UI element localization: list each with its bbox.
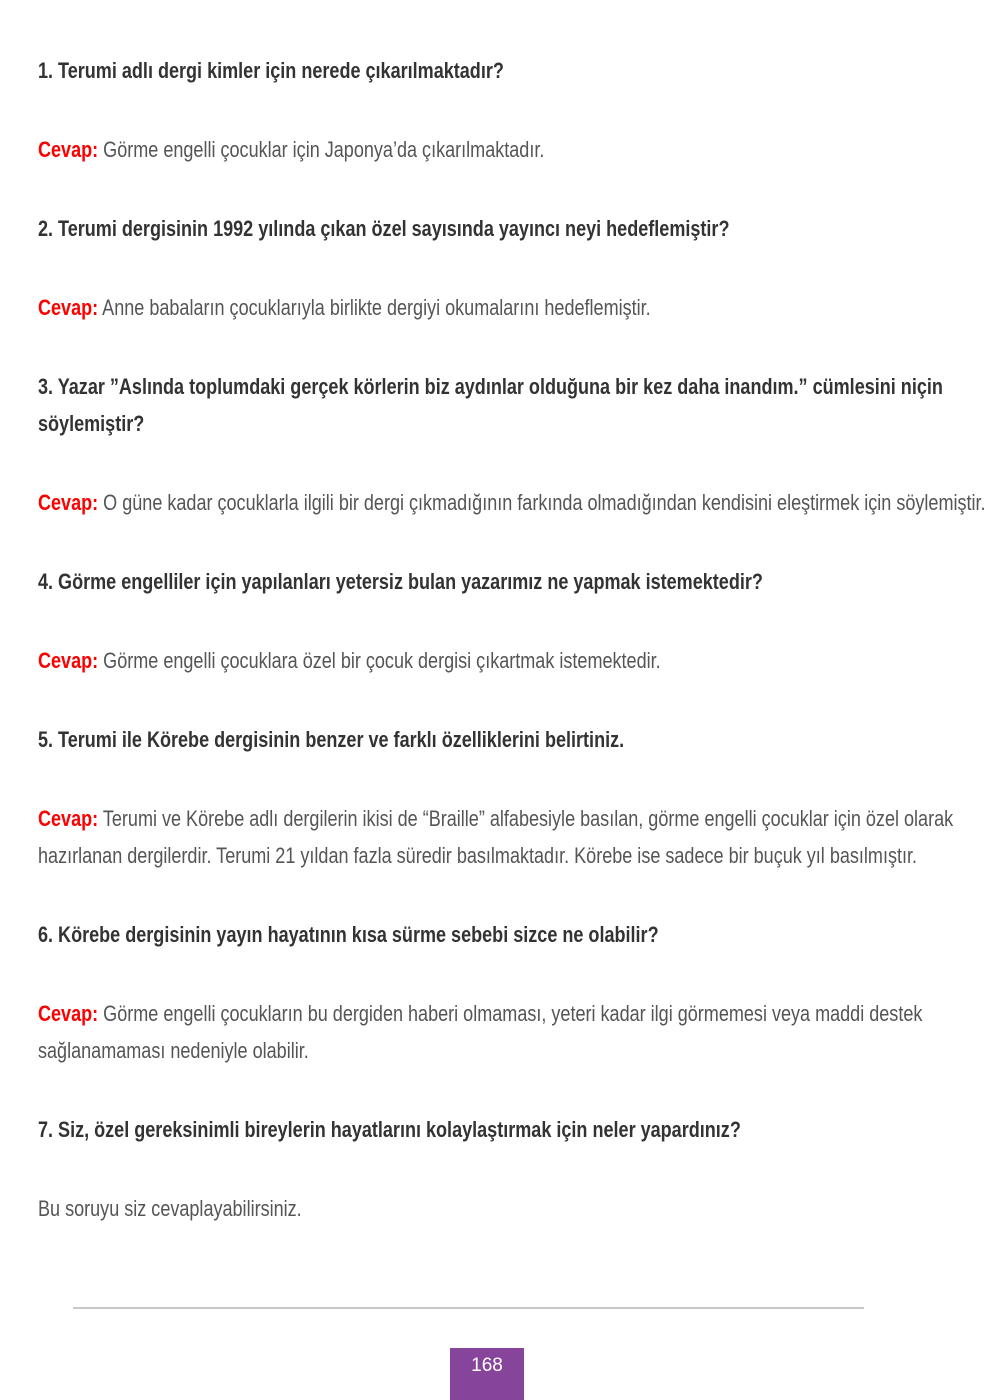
question-5: 5. Terumi ile Körebe dergisinin benzer ve farklı özelliklerini belirtiniz. <box>38 727 625 752</box>
answer-6 <box>38 995 996 1069</box>
divider <box>73 1307 864 1309</box>
answer-text: Görme engelli çocuklara özel bir çocuk dergisi çıkartmak istemektedir. <box>103 648 661 673</box>
answer-label: Cevap: <box>38 490 99 515</box>
answer-3 <box>38 484 996 521</box>
qa-content <box>38 52 996 1269</box>
answer-1 <box>38 131 996 168</box>
answer-label: Cevap: <box>38 1001 99 1026</box>
answer-text: Görme engelli çocuklar için Japonya’da çıkarılmaktadır. <box>103 137 545 162</box>
answer-7: Bu soruyu siz cevaplayabilirsiniz. <box>38 1196 302 1221</box>
answer-label: Cevap: <box>38 295 99 320</box>
question-6: 6. Körebe dergisinin yayın hayatının kısa sürme sebebi sizce ne olabilir? <box>38 922 659 947</box>
answer-5 <box>38 800 996 874</box>
answer-label: Cevap: <box>38 806 99 831</box>
question-2: 2. Terumi dergisinin 1992 yılında çıkan özel sayısında yayıncı neyi hedeflemiştir? <box>38 216 730 241</box>
question-4: 4. Görme engelliler için yapılanları yetersiz bulan yazarımız ne yapmak istemektedir? <box>38 569 763 594</box>
page-number-badge: 168 <box>450 1348 524 1400</box>
question-3: 3. Yazar ”Aslında toplumdaki gerçek körlerin biz aydınlar olduğuna bir kez daha inandım.” cümlesini niçin söylemiştir? <box>38 374 943 436</box>
answer-label: Cevap: <box>38 648 99 673</box>
answer-2 <box>38 289 996 326</box>
question-7: 7. Siz, özel gereksinimli bireylerin hayatlarını kolaylaştırmak için neler yapardınız? <box>38 1117 741 1142</box>
answer-label: Cevap: <box>38 137 99 162</box>
question-1: 1. Terumi adlı dergi kimler için nerede çıkarılmaktadır? <box>38 58 504 83</box>
answer-text: Görme engelli çocukların bu dergiden haberi olmaması, yeteri kadar ilgi görmemesi veya maddi destek sağlanamaması nedeniyle olabilir. <box>38 1001 923 1063</box>
answer-text: Terumi ve Körebe adlı dergilerin ikisi de “Braille” alfabesiyle basılan, görme engelli çocuklar için özel olarak hazırlanan dergilerdir. Terumi 21 yıldan fazla süredir basılmaktadır. Körebe ise sadece bir buçuk yıl basılmıştır. <box>38 806 954 868</box>
answer-text: O güne kadar çocuklarla ilgili bir dergi çıkmadığının farkında olmadığından kendisini eleştirmek için söylemiştir. <box>103 490 986 515</box>
answer-4 <box>38 642 996 679</box>
answer-text: Anne babaların çocuklarıyla birlikte dergiyi okumalarını hedeflemiştir. <box>102 295 651 320</box>
